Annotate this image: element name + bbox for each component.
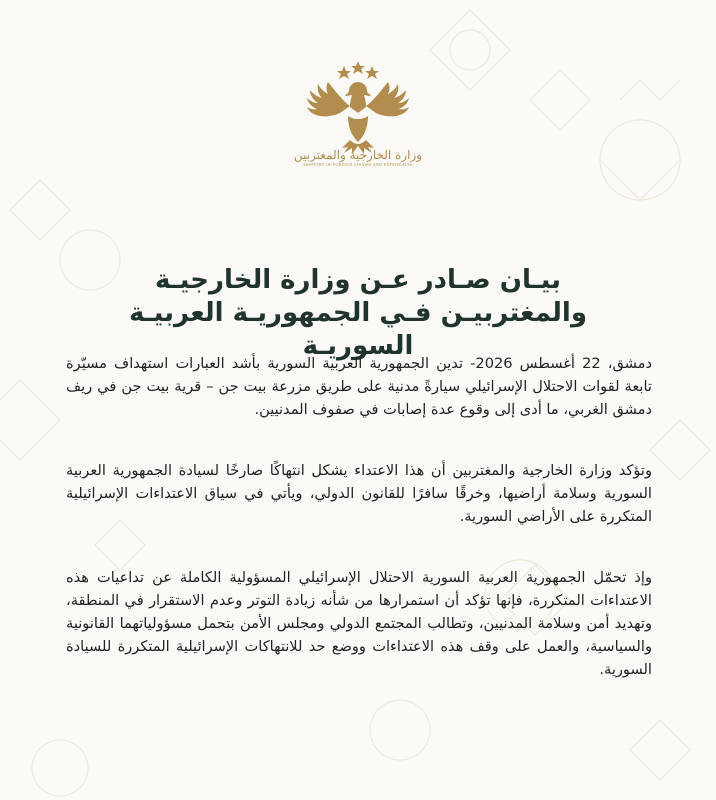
ministry-name-arabic: وزارة الخارجية والمغتربين [293,148,423,162]
ministry-name-english: MINISTRY OF FOREIGN AFFAIRS AND EXPATRIATES [303,162,413,167]
paragraph-1: دمشق، 22 أغسطس 2026- تدين الجمهورية العربية السورية بأشد العبارات استهداف مسيّرة تابعة لقوات الاحتلال الإسرائيلي سيارةً مدنية على طريق مزرعة بيت جن – قرية بيت جن في ريف دمشق الغربي، ما أدى إلى وقوع عدة إصابات في صفوف المدنيين. [66,355,652,418]
paragraph-3: وإذ تحمّل الجمهورية العربية السورية الاحتلال الإسرائيلي المسؤولية الكاملة عن تداعيات هذه الاعتداءات المتكررة، فإنها تؤكد أن استمرارها من شأنه زيادة التوتر وعدم الاستقرار في المنطقة، وتهديد أمن وسلامة المدنيين، وتطالب المجتمع الدولي ومجلس الأمن بتحمل مسؤولياتهما القانونية والسياسية، والعمل على وقف هذه الاعتداءات ووضع حد للانتهاكات الإسرائيلية المتكررة للسيادة السورية. [66,569,652,678]
statement-title [70,264,646,363]
statement-body [66,352,652,719]
title-line-1: بيـان صـادر عـن وزارة الخارجيـة [154,265,562,295]
title-line-2: والمغتربيـن فـي الجمهوريـة العربيـة السوريـة [128,298,587,361]
paragraph-2: وتؤكد وزارة الخارجية والمغتربين أن هذا الاعتداء يشكل انتهاكًا صارخًا لسيادة الجمهورية العربية السورية وسلامة أراضيها، وخرقًا سافرًا للقانون الدولي، ويأتي في سياق الاعتداءات الإسرائيلية المتكررة على الأراضي السورية. [66,462,652,525]
ministry-logo-text [288,148,428,168]
